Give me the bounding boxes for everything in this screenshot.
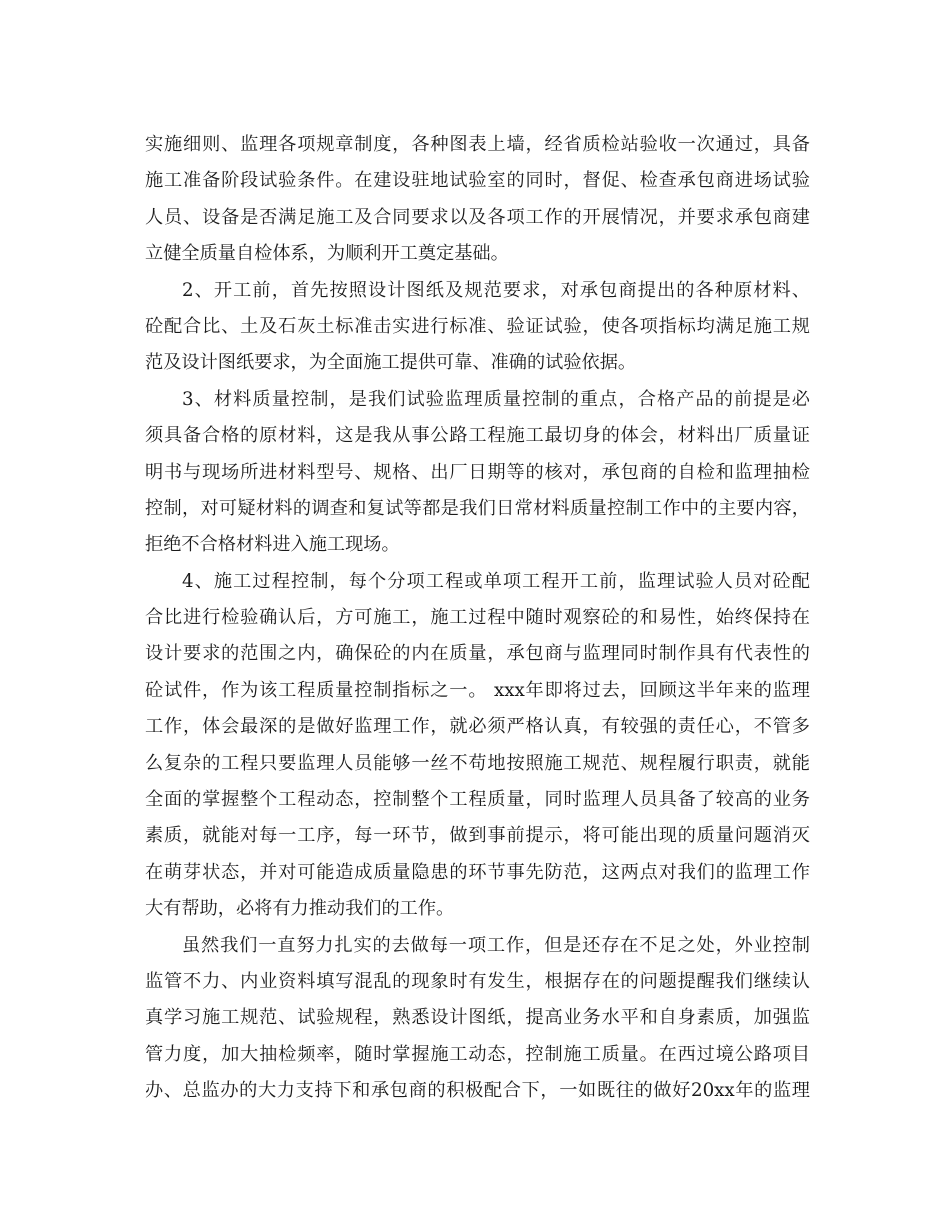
text-line: 监管不力、内业资料填写混乱的现象时有发生，根据存在的问题提醒我们继续认 xyxy=(145,970,810,992)
text-line: 砼试件，作为该工程质量控制指标之一。 xxx年即将过去，回顾这半年来的监理 xyxy=(145,679,810,701)
text-line: 办、总监办的大力支持下和承包商的积极配合下，一如既往的做好20xx年的监理 xyxy=(145,1080,810,1102)
text-line: 管力度，加大抽检频率，随时掌握施工动态，控制施工质量。在西过境公路项目 xyxy=(145,1043,810,1065)
text-line: 虽然我们一直努力扎实的去做每一项工作，但是还存在不足之处，外业控制 xyxy=(182,934,810,956)
text-line: 人员、设备是否满足施工及合同要求以及各项工作的开展情况，并要求承包商建 xyxy=(145,206,810,228)
text-line: 真学习施工规范、试验规程，熟悉设计图纸，提高业务水平和自身素质，加强监 xyxy=(145,1007,810,1029)
text-line: 范及设计图纸要求，为全面施工提供可靠、准确的试验依据。 xyxy=(145,352,637,374)
text-line: 工作，体会最深的是做好监理工作，就必须严格认真，有较强的责任心，不管多 xyxy=(145,716,810,738)
text-line: 全面的掌握整个工程动态，控制整个工程质量，同时监理人员具备了较高的业务 xyxy=(145,789,810,811)
text-line: 控制，对可疑材料的调查和复试等都是我们日常材料质量控制工作中的主要内容， xyxy=(145,497,810,519)
text-line: 明书与现场所进材料型号、规格、出厂日期等的核对，承包商的自检和监理抽检 xyxy=(145,461,810,483)
text-line: 须具备合格的原材料，这是我从事公路工程施工最切身的体会，材料出厂质量证 xyxy=(145,425,810,447)
text-line: 在萌芽状态，并对可能造成质量隐患的环节事先防范，这两点对我们的监理工作 xyxy=(145,861,810,883)
text-line: 设计要求的范围之内，确保砼的内在质量，承包商与监理同时制作具有代表性的 xyxy=(145,643,810,665)
text-line: 4、施工过程控制，每个分项工程或单项工程开工前，监理试验人员对砼配 xyxy=(182,570,810,592)
text-line: 素质，就能对每一工序，每一环节，做到事前提示，将可能出现的质量问题消灭 xyxy=(145,825,810,847)
text-line: 立健全质量自检体系，为顺利开工奠定基础。 xyxy=(145,243,509,265)
text-line: 砼配合比、土及石灰土标准击实进行标准、验证试验，使各项指标均满足施工规 xyxy=(145,315,810,337)
text-line: 3、材料质量控制，是我们试验监理质量控制的重点，合格产品的前提是必 xyxy=(182,388,810,410)
text-line: 施工准备阶段试验条件。在建设驻地试验室的同时，督促、检查承包商进场试验 xyxy=(145,170,810,192)
text-line: 实施细则、监理各项规章制度，各种图表上墙，经省质检站验收一次通过，具备 xyxy=(145,134,810,155)
text-line: 拒绝不合格材料进入施工现场。 xyxy=(145,534,400,556)
text-line: 合比进行检验确认后，方可施工，施工过程中随时观察砼的和易性，始终保持在 xyxy=(145,607,810,629)
document-body xyxy=(145,127,810,1110)
text-line: 么复杂的工程只要监理人员能够一丝不苟地按照施工规范、规程履行职责，就能 xyxy=(145,752,810,774)
text-line: 2、开工前，首先按照设计图纸及规范要求，对承包商提出的各种原材料、 xyxy=(182,279,810,301)
text-line: 大有帮助，必将有力推动我们的工作。 xyxy=(145,898,455,920)
